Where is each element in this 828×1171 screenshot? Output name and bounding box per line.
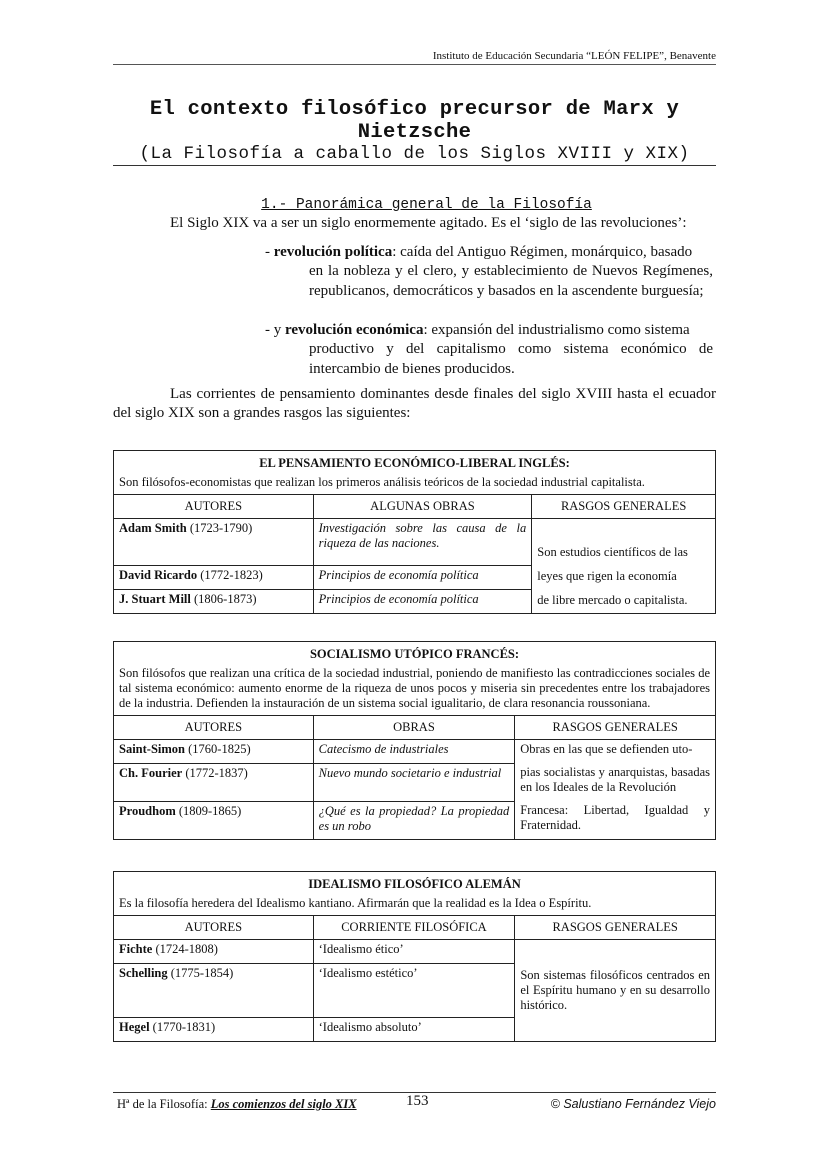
author-cell	[114, 740, 314, 764]
institution-header: Instituto de Educación Secundaria “LEÓN FELIPE”, Benavente	[432, 50, 716, 62]
features-line: leyes que rigen la economía	[537, 569, 677, 583]
work-cell: ¿Qué es la propiedad? La propiedad es un robo	[313, 802, 515, 840]
column-header-authors: AUTORES	[114, 916, 314, 940]
bullet-economic-revolution	[265, 321, 713, 379]
bullet-rest: productivo y del capitalismo como sistema económico de intercambio de bienes producidos.	[309, 341, 713, 377]
bullet-prefix: -	[265, 244, 274, 260]
author-dates: (1775-1854)	[167, 966, 234, 980]
table-row	[114, 740, 716, 764]
author-cell	[114, 1018, 314, 1042]
author-name: Hegel	[119, 1020, 150, 1034]
features-cell	[515, 740, 716, 840]
column-header-features: RASGOS GENERALES	[532, 495, 716, 519]
features-line: Son estudios científicos de las	[537, 545, 688, 559]
author-name: J. Stuart Mill	[119, 592, 191, 606]
author-name: Schelling	[119, 966, 168, 980]
unit-title: Los comienzos del siglo XIX	[210, 1097, 357, 1111]
author-cell	[114, 519, 314, 566]
subject-label: Hª de la Filosofía	[117, 1097, 205, 1111]
bullet-term: revolución política	[273, 244, 393, 260]
author-cell	[114, 802, 314, 840]
bullet-prefix: - y	[265, 322, 285, 338]
table-description: Son filósofos-economistas que realizan los primeros análisis teóricos de la sociedad industrial capitalista.	[114, 473, 716, 495]
title-line-2: Nietzsche	[357, 121, 472, 144]
author-cell	[114, 764, 314, 802]
features-line: pias socialistas y anarquistas, basadas en los Ideales de la Revolución	[520, 765, 710, 794]
author-dates: (1770-1831)	[149, 1020, 216, 1034]
table-title: EL PENSAMIENTO ECONÓMICO-LIBERAL INGLÉS:	[114, 451, 716, 474]
work-cell: Investigación sobre las causa de la riqueza de las naciones.	[313, 519, 532, 566]
bullet-rest: en la nobleza y el clero, y establecimiento de Nuevos Regímenes, republicanos, democráticos y basados en la ascendente burguesía;	[309, 263, 713, 299]
subtitle: (La Filosofía a caballo de los Siglos XVIII y XIX)	[139, 144, 690, 164]
author-name: Fichte	[119, 942, 153, 956]
work-cell: Nuevo mundo societario e industrial	[313, 764, 515, 802]
author-name: David Ricardo	[119, 568, 198, 582]
column-header-features: RASGOS GENERALES	[515, 916, 716, 940]
features-cell	[532, 519, 716, 614]
author-dates: (1723-1790)	[186, 521, 253, 535]
table-row	[114, 519, 716, 566]
author-cell	[114, 566, 314, 590]
bullet-term: revolución económica	[285, 322, 424, 338]
author-name: Ch. Fourier	[119, 766, 183, 780]
author-cell	[114, 940, 314, 964]
column-header-works: ALGUNAS OBRAS	[313, 495, 532, 519]
table-title: IDEALISMO FILOSÓFICO ALEMÁN	[114, 872, 716, 895]
column-header-works: OBRAS	[313, 716, 515, 740]
features-line: de libre mercado o capitalista.	[537, 593, 688, 607]
bullet-political-revolution	[265, 243, 713, 301]
author-dates: (1724-1808)	[152, 942, 218, 956]
features-line: Obras en las que se defienden uto-	[520, 742, 693, 756]
table-utopian-socialism	[113, 641, 716, 840]
title-divider	[113, 165, 716, 166]
bullet-first-line: : caída del Antiguo Régimen, monárquico, basado	[392, 244, 693, 260]
work-cell: Principios de economía política	[313, 566, 532, 590]
column-header-authors: AUTORES	[114, 716, 314, 740]
table-title: SOCIALISMO UTÓPICO FRANCÉS:	[114, 642, 716, 665]
author-name: Adam Smith	[119, 521, 187, 535]
table-description: Son filósofos que realizan una crítica de la sociedad industrial, poniendo de manifiesto las contradicciones sociales de tal sistema económico: aumento enorme de la riqueza de unos pocos y miseria sin precedentes entre los trabajadores de la industria. Defienden la instauración de un sistema social igualitario, de clara resonancia roussoniana.	[114, 664, 716, 716]
page-number: 153	[406, 1093, 429, 1109]
table-description: Es la filosofía heredera del Idealismo kantiano. Afirmarán que la realidad es la Idea o Espíritu.	[114, 894, 716, 916]
current-cell: ‘Idealismo estético’	[313, 964, 515, 1018]
separator: :	[204, 1097, 211, 1111]
author-name: Proudhom	[119, 804, 176, 818]
footer-subject	[117, 1096, 357, 1112]
title-line-1: El contexto filosófico precursor de Marx y	[149, 98, 680, 121]
closing-paragraph: Las corrientes de pensamiento dominantes desde finales del siglo XVIII hasta el ecuador del siglo XIX son a grandes rasgos las siguientes:	[113, 386, 716, 422]
document-title	[113, 98, 716, 164]
header-divider	[113, 64, 716, 65]
column-header-authors: AUTORES	[114, 495, 314, 519]
author-dates: (1809-1865)	[175, 804, 242, 818]
column-header-features: RASGOS GENERALES	[515, 716, 716, 740]
author-dates: (1760-1825)	[185, 742, 251, 756]
section-heading: 1.- Panorámica general de la Filosofía	[261, 197, 592, 213]
features-cell: Son sistemas filosóficos centrados en el Espíritu humano y en su desarrollo histórico.	[515, 940, 716, 1042]
column-header-current: CORRIENTE FILOSÓFICA	[313, 916, 515, 940]
table-economic-liberal	[113, 450, 716, 614]
author-name: Saint-Simon	[119, 742, 185, 756]
author-dates: (1772-1823)	[197, 568, 263, 582]
intro-paragraph: El Siglo XIX va a ser un siglo enormemente agitado. Es el ‘siglo de las revoluciones’:	[170, 215, 687, 231]
author-dates: (1772-1837)	[182, 766, 248, 780]
work-cell: Catecismo de industriales	[313, 740, 515, 764]
author-dates: (1806-1873)	[190, 592, 257, 606]
table-german-idealism	[113, 871, 716, 1042]
bullet-first-line: : expansión del industrialismo como sistema	[423, 322, 690, 338]
work-cell: Principios de economía política	[313, 590, 532, 614]
author-cell	[114, 964, 314, 1018]
current-cell: ‘Idealismo absoluto’	[313, 1018, 515, 1042]
copyright: © Salustiano Fernández Viejo	[550, 1097, 716, 1111]
features-line: Francesa: Libertad, Igualdad y Fraternidad.	[520, 803, 710, 832]
table-row	[114, 940, 716, 964]
current-cell: ‘Idealismo ético’	[313, 940, 515, 964]
author-cell	[114, 590, 314, 614]
